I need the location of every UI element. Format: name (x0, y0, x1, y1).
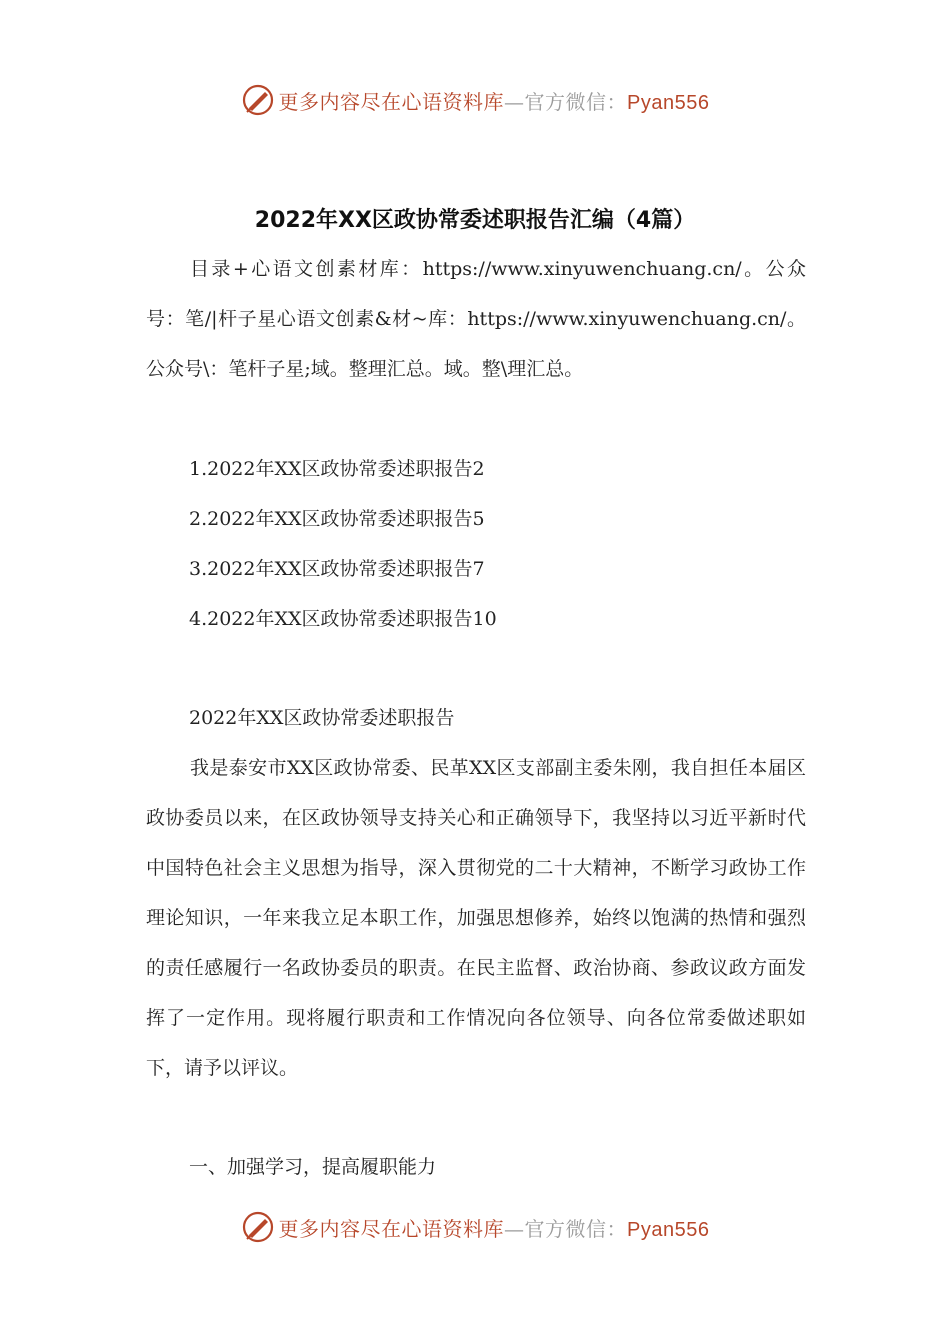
toc-item-3: 3.2022年XX区政协常委述职报告7 (189, 558, 485, 580)
watermark-gray-text: —官方微信： (504, 1216, 628, 1241)
header-watermark (0, 83, 950, 117)
document-title: 2022年XX区政协常委述职报告汇编（4篇） (254, 208, 696, 233)
footer-watermark (0, 1210, 950, 1244)
toc-item-1: 1.2022年XX区政协常委述职报告2 (189, 458, 485, 480)
body-paragraph: 我是泰安市XX区政协常委、民革XX区支部副主委朱刚，我自担任本届区政协委员以来，在区政协领导支持关心和正确领导下，我坚持以习近平新时代中国特色社会主义思想为指导，深入贯彻党的二十大精神，不断学习政协工作理论知识，一年来我立足本职工作，加强思想修养，始终以饱满的热情和强烈的责任感履行一名政协委员的职责。在民主监督、政治协商、参政议政方面发挥了一定作用。现将履行职责和工作情况向各位领导、向各位常委做述职如下，请予以评议。 (146, 757, 806, 1079)
watermark-gray-text: —官方微信： (504, 89, 628, 114)
watermark-red-text: 更多内容尽在心语资料库 (278, 89, 505, 114)
section-title: 2022年XX区政协常委述职报告 (189, 707, 455, 729)
heading-1: 一、加强学习，提高履职能力 (189, 1156, 437, 1178)
watermark-text (279, 86, 710, 115)
watermark-id-text: Pyan556 (627, 91, 710, 114)
watermark-text (279, 1213, 710, 1242)
watermark-red-text: 更多内容尽在心语资料库 (278, 1216, 505, 1241)
quill-circle-logo-icon (241, 1210, 275, 1244)
intro-paragraph: 目录+心语文创素材库：https://www.xinyuwenchuang.cn/。公众号：笔/|杆子星心语文创素&材~库：https://www.xinyuwenchuang.cn/。公众号\：笔杆子星;域。整理汇总。域。整\理汇总。 (146, 258, 806, 380)
watermark-id-text: Pyan556 (627, 1218, 710, 1241)
quill-circle-logo-icon (241, 83, 275, 117)
toc-item-4: 4.2022年XX区政协常委述职报告10 (189, 608, 497, 630)
toc-item-2: 2.2022年XX区政协常委述职报告5 (189, 508, 485, 530)
